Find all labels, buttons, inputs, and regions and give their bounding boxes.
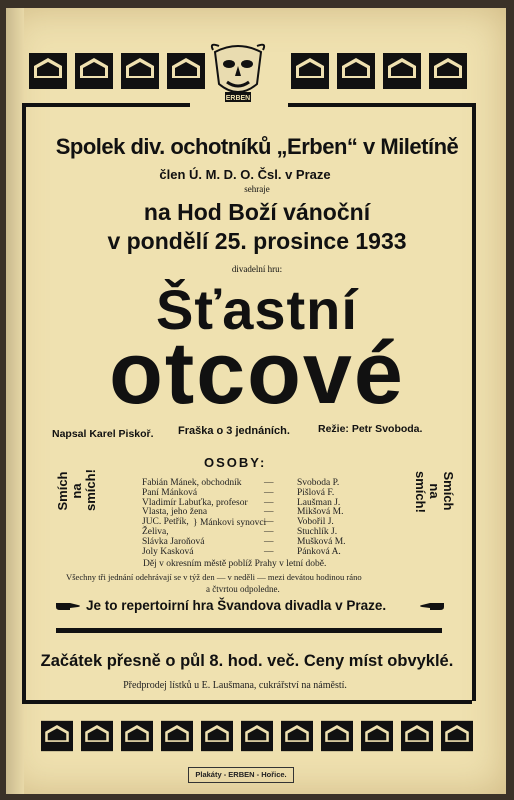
setting-line-2: Všechny tři jednání odehrávají se v týž den — v neděli — mezi devátou hodinou ráno: [66, 572, 362, 582]
start-time-and-prices: Začátek přesně o půl 8. hod. več. Ceny míst obvyklé.: [40, 652, 454, 670]
cast-role: Želiva,: [142, 527, 169, 537]
mask-label: ERBEN: [225, 95, 251, 102]
play-title-line-1: Šťastní: [156, 278, 358, 341]
cast-dash: —: [264, 546, 274, 557]
side-left-word-2: na: [69, 483, 84, 499]
genre-credit: Fraška o 3 jednáních.: [178, 425, 290, 437]
cast-role: Vladimír Labuťka, profesor: [142, 497, 248, 508]
top-left-ornament: [28, 52, 206, 90]
setting-line-1: Děj v okresním městě poblíž Prahy v letní době.: [143, 559, 327, 569]
side-right-word-1: Smích: [441, 471, 456, 511]
ornament-tile: [200, 720, 234, 752]
repertoire-note: Je to repertoirní hra Švandova divadla v Praze.: [86, 598, 387, 613]
ornament-tile: [74, 52, 114, 90]
cast-dash: —: [264, 507, 274, 518]
ornament-tile: [40, 720, 74, 752]
occasion: na Hod Boží vánoční: [143, 199, 371, 225]
ornament-tile: [160, 720, 194, 752]
bottom-ornament: [40, 720, 474, 752]
cast-role: Joly Kasková: [142, 546, 194, 557]
author-credit: Napsal Karel Piskoř.: [52, 428, 154, 440]
cast-dash: —: [264, 487, 274, 498]
ornament-tile: [440, 720, 474, 752]
cast-role: Slávka Jaroňová: [142, 536, 205, 547]
divider-bar: [56, 628, 442, 633]
cast-actor: Mikšová M.: [297, 507, 344, 518]
bottom-frame-bar: [22, 700, 472, 704]
theatre-mask-logo: [205, 40, 271, 106]
side-left-word-1: Smích: [55, 471, 70, 511]
setting-line-3: a čtvrtou odpoledne.: [206, 584, 280, 594]
cast-dash: —: [264, 527, 274, 537]
cast-role: Fabián Mánek, obchodník: [142, 478, 242, 488]
cast-actor: Pánková A.: [297, 546, 341, 557]
presents-label: sehraje: [244, 184, 270, 194]
ornament-tile: [240, 720, 274, 752]
top-right-ornament: [290, 52, 468, 90]
cast-heading: OSOBY:: [204, 455, 267, 470]
cast-dash: —: [264, 497, 274, 508]
society-name: Spolek div. ochotníků „Erben“ v Miletíně: [55, 134, 459, 159]
ornament-tile: [360, 720, 394, 752]
ornament-tile: [120, 720, 154, 752]
cast-actor: Pišlová F.: [297, 487, 335, 498]
ornament-tile: [166, 52, 206, 90]
ornament-tile: [336, 52, 376, 90]
play-kind-label: divadelní hru:: [231, 264, 283, 274]
cast-role: Paní Mánková: [142, 487, 198, 498]
brace-glyph: }: [193, 518, 200, 528]
ornament-tile: [382, 52, 422, 90]
brace-note: [193, 518, 266, 528]
cast-dash: —: [264, 478, 274, 488]
cast-actor: Svoboda P.: [297, 478, 340, 488]
ornament-tile: [280, 720, 314, 752]
ornament-tile: [120, 52, 160, 90]
ornament-tile: [290, 52, 330, 90]
cast-role: Vlasta, jeho žena: [142, 507, 208, 518]
printer-mark: [188, 767, 294, 783]
cast-actor: Mušková M.: [297, 536, 346, 547]
side-slogan-right: [413, 471, 455, 511]
printer-text: Plakáty - ERBEN - Hořice.: [195, 770, 287, 779]
cast-dash: —: [264, 536, 274, 547]
side-slogan-left: [56, 471, 98, 511]
cast-actor: Laušman J.: [297, 497, 341, 508]
performance-date: v pondělí 25. prosince 1933: [107, 228, 407, 254]
ornament-tile: [400, 720, 434, 752]
cast-dash: —: [264, 517, 274, 528]
side-right-word-2: na: [427, 483, 442, 499]
presale-note: Předprodej lístků u E. Laušmana, cukrářství na náměstí.: [123, 680, 347, 691]
pointing-hand-right-icon: [56, 600, 82, 612]
ornament-tile: [80, 720, 114, 752]
brace-note-text: Mánkovi synovci: [199, 518, 267, 528]
ornament-tile: [428, 52, 468, 90]
ornament-tile: [28, 52, 68, 90]
cast-actor: Vobořil J.: [297, 517, 334, 528]
cast-actor: Stuchlík J.: [297, 527, 338, 537]
society-membership: člen Ú. M. D. O. Čsl. v Praze: [159, 167, 331, 182]
pointing-hand-left-icon: [418, 600, 444, 612]
cast-role: JUC. Petřík,: [142, 517, 189, 528]
side-left-word-3: smích!: [83, 469, 98, 511]
play-title-line-2: otcové: [109, 323, 405, 422]
side-right-word-3: smích!: [413, 471, 428, 513]
ornament-tile: [320, 720, 354, 752]
director-credit: Režie: Petr Svoboda.: [318, 423, 423, 435]
